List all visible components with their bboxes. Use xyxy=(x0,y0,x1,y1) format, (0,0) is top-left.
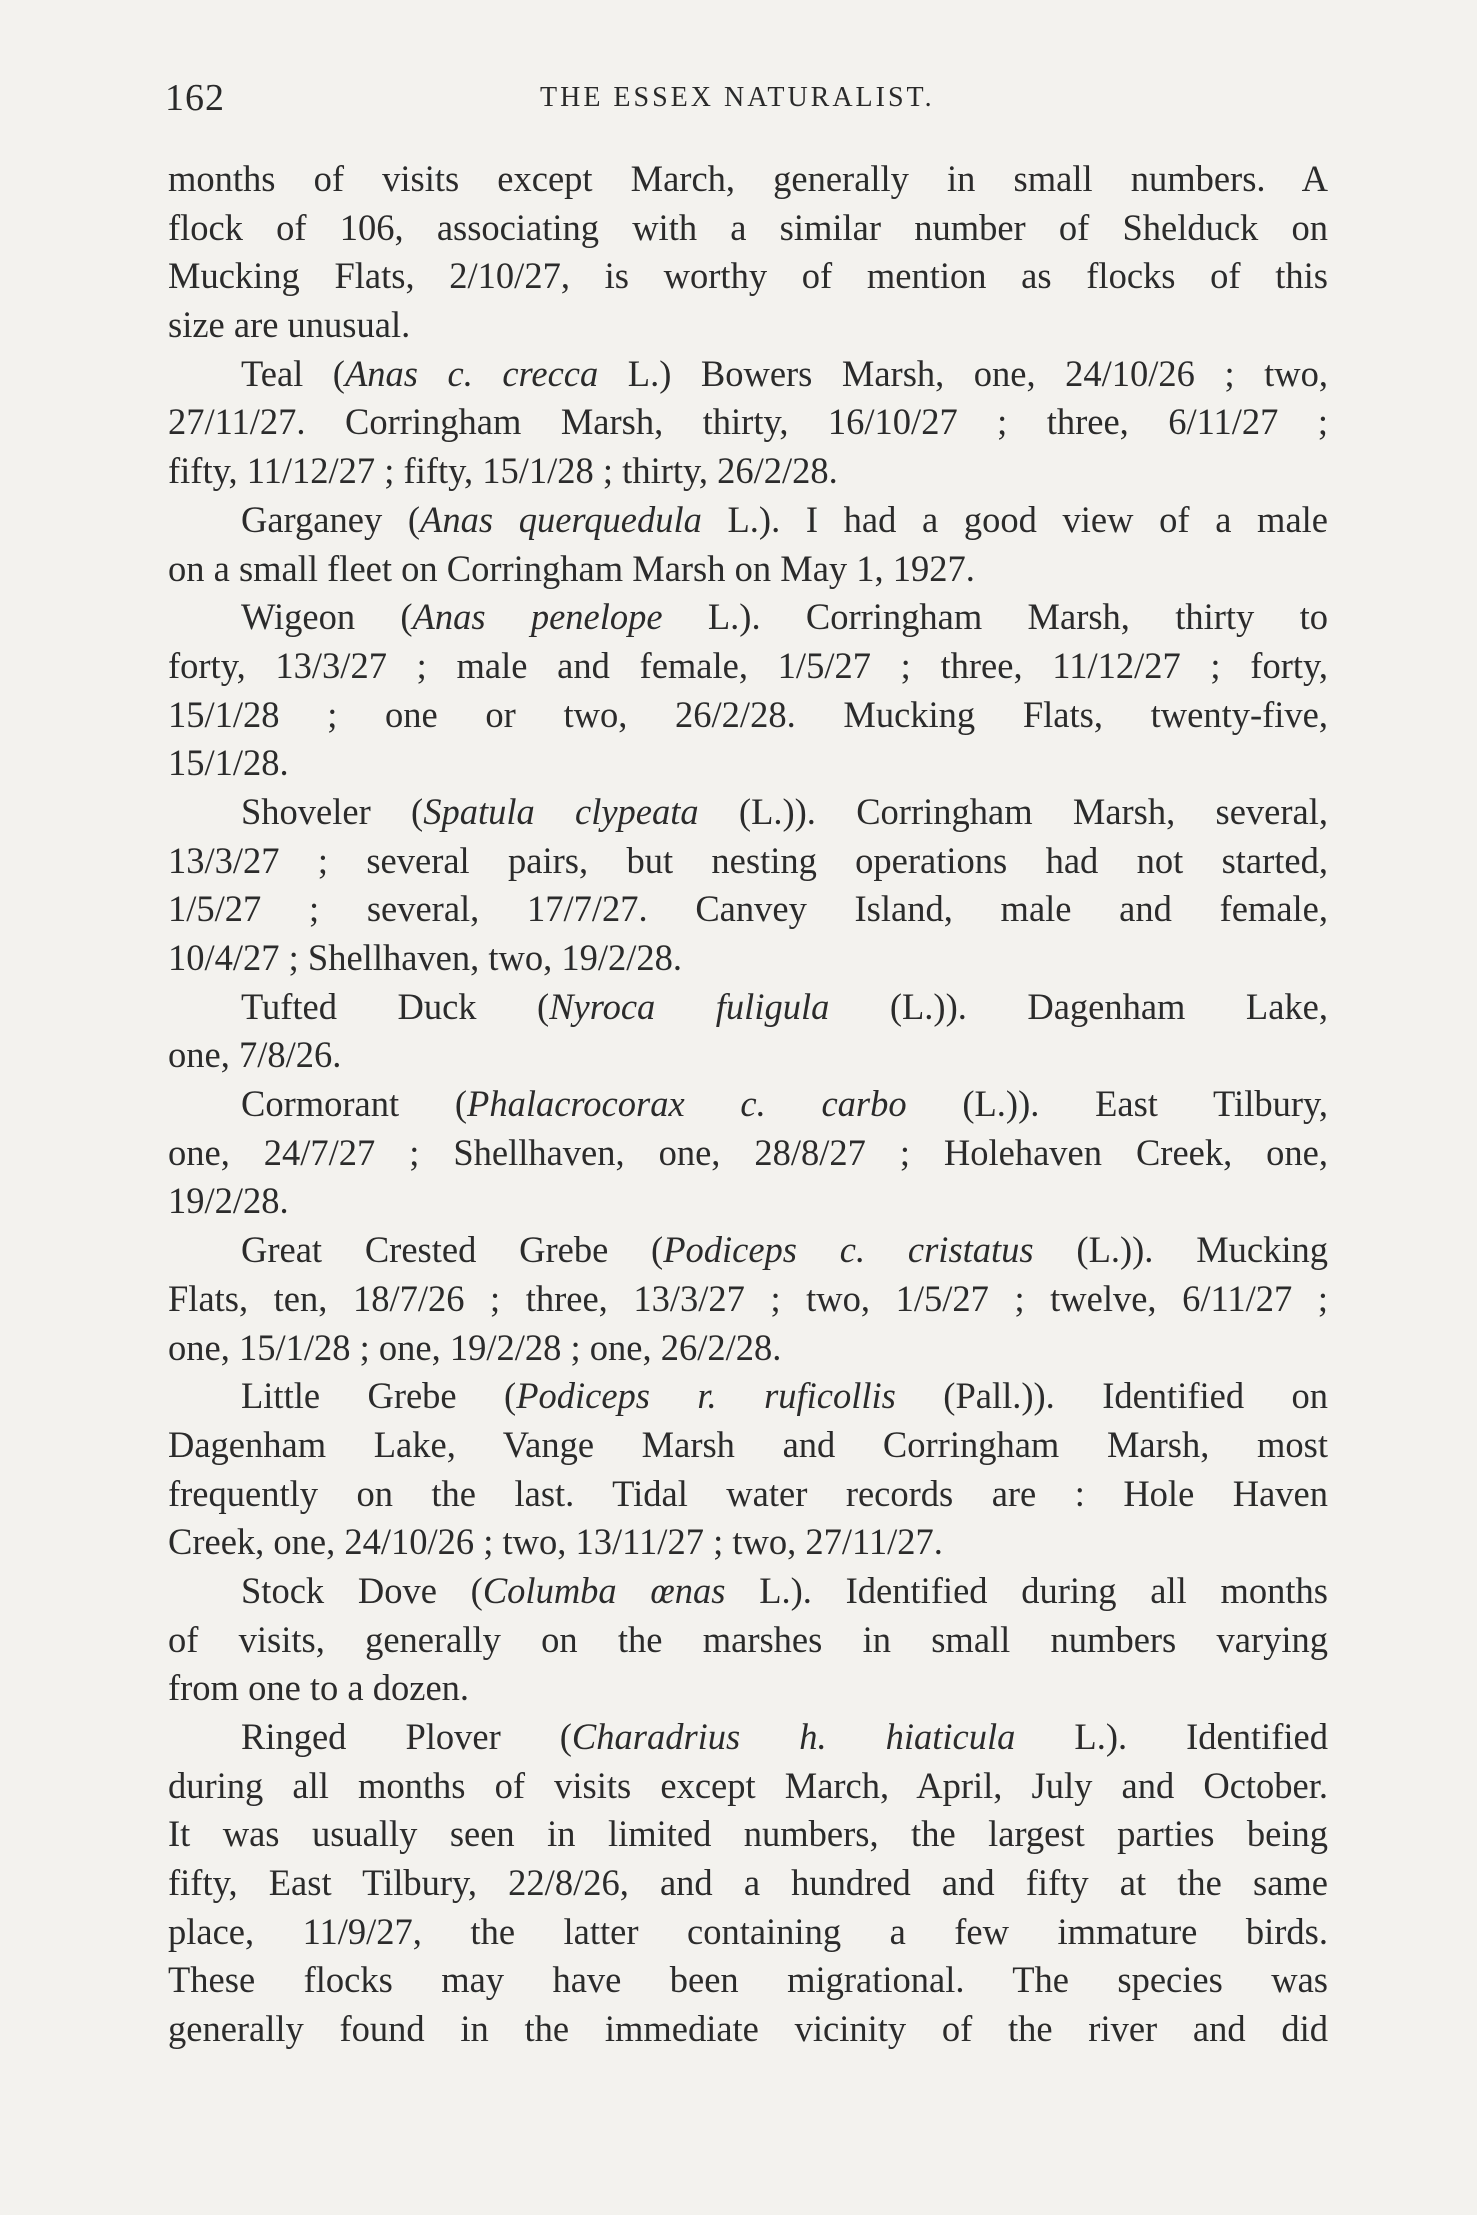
text-line: These flocks may have been migrational. The species was xyxy=(168,1959,1328,2001)
text-line: Creek, one, 24/10/26 ; two, 13/11/27 ; two, 27/11/27. xyxy=(168,1521,943,1563)
text-line: Cormorant (Phalacrocorax c. carbo (L.)). East Tilbury, xyxy=(241,1083,1328,1125)
text-line: Mucking Flats, 2/10/27, is worthy of mention as flocks of this xyxy=(168,255,1328,297)
text-line: Little Grebe (Podiceps r. ruficollis (Pall.)). Identified on xyxy=(241,1375,1328,1417)
text-line: forty, 13/3/27 ; male and female, 1/5/27 ; three, 11/12/27 ; forty, xyxy=(168,644,1328,686)
text-line: 19/2/28. xyxy=(168,1180,289,1222)
text-line: one, 15/1/28 ; one, 19/2/28 ; one, 26/2/28. xyxy=(168,1326,782,1368)
text-line: one, 24/7/27 ; Shellhaven, one, 28/8/27 ; Holehaven Creek, one, xyxy=(168,1131,1328,1173)
text-line: 10/4/27 ; Shellhaven, two, 19/2/28. xyxy=(168,937,683,978)
text-line: size are unusual. xyxy=(168,304,411,346)
text-line: 27/11/27. Corringham Marsh, thirty, 16/10/27 ; three, 6/11/27 ; xyxy=(168,401,1328,443)
text-line: 13/3/27 ; several pairs, but nesting operations had not started, xyxy=(168,839,1328,881)
text-line: fifty, 11/12/27 ; fifty, 15/1/28 ; thirty, 26/2/28. xyxy=(168,450,838,492)
text-line: Wigeon (Anas penelope L.). Corringham Marsh, thirty to xyxy=(241,596,1328,638)
text-line: during all months of visits except March, April, July and October. xyxy=(168,1764,1328,1806)
text-line: Shoveler (Spatula clypeata (L.)). Corringham Marsh, several, xyxy=(241,790,1329,832)
page-number: 162 xyxy=(165,77,225,119)
text-line: Great Crested Grebe (Podiceps c. cristatus (L.)). Mucking xyxy=(241,1229,1329,1271)
text-line: Stock Dove (Columba œnas L.). Identified during all months xyxy=(241,1569,1328,1611)
text-line: Ringed Plover (Charadrius h. hiaticula L.). Identified xyxy=(241,1716,1328,1757)
text-line: on a small fleet on Corringham Marsh on May 1, 1927. xyxy=(168,547,975,589)
text-line: place, 11/9/27, the latter containing a few immature birds. xyxy=(168,1910,1328,1952)
text-line: Teal (Anas c. crecca L.) Bowers Marsh, one, 24/10/26 ; two, xyxy=(241,352,1328,394)
text-line: Garganey (Anas querquedula L.). I had a good view of a male xyxy=(241,498,1328,540)
text-line: Tufted Duck (Nyroca fuligula (L.)). Dagenham Lake, xyxy=(241,985,1328,1027)
text-line: from one to a dozen. xyxy=(168,1667,470,1709)
text-line: flock of 106, associating with a similar number of Shelduck on xyxy=(168,206,1328,248)
text-line: Flats, ten, 18/7/26 ; three, 13/3/27 ; two, 1/5/27 ; twelve, 6/11/27 ; xyxy=(168,1277,1328,1319)
page-header xyxy=(165,76,1325,126)
text-line: fifty, East Tilbury, 22/8/26, and a hundred and fifty at the same xyxy=(168,1862,1328,1904)
text-line: generally found in the immediate vicinity of the river and did xyxy=(168,2008,1328,2050)
text-line: one, 7/8/26. xyxy=(168,1034,342,1076)
body-text xyxy=(168,155,1328,2054)
text-line: It was usually seen in limited numbers, the largest parties being xyxy=(168,1813,1328,1855)
running-head: THE ESSEX NATURALIST. xyxy=(540,82,935,113)
text-line: Dagenham Lake, Vange Marsh and Corringham Marsh, most xyxy=(168,1423,1328,1465)
text-line: 1/5/27 ; several, 17/7/27. Canvey Island, male and female, xyxy=(168,888,1328,930)
text-line: frequently on the last. Tidal water records are : Hole Haven xyxy=(168,1472,1328,1514)
text-line: of visits, generally on the marshes in small numbers varying xyxy=(168,1618,1328,1660)
text-line: 15/1/28 ; one or two, 26/2/28. Mucking Flats, twenty-five, xyxy=(168,693,1328,735)
text-line: 15/1/28. xyxy=(168,742,289,784)
text-line: months of visits except March, generally in small numbers. A xyxy=(168,158,1328,199)
